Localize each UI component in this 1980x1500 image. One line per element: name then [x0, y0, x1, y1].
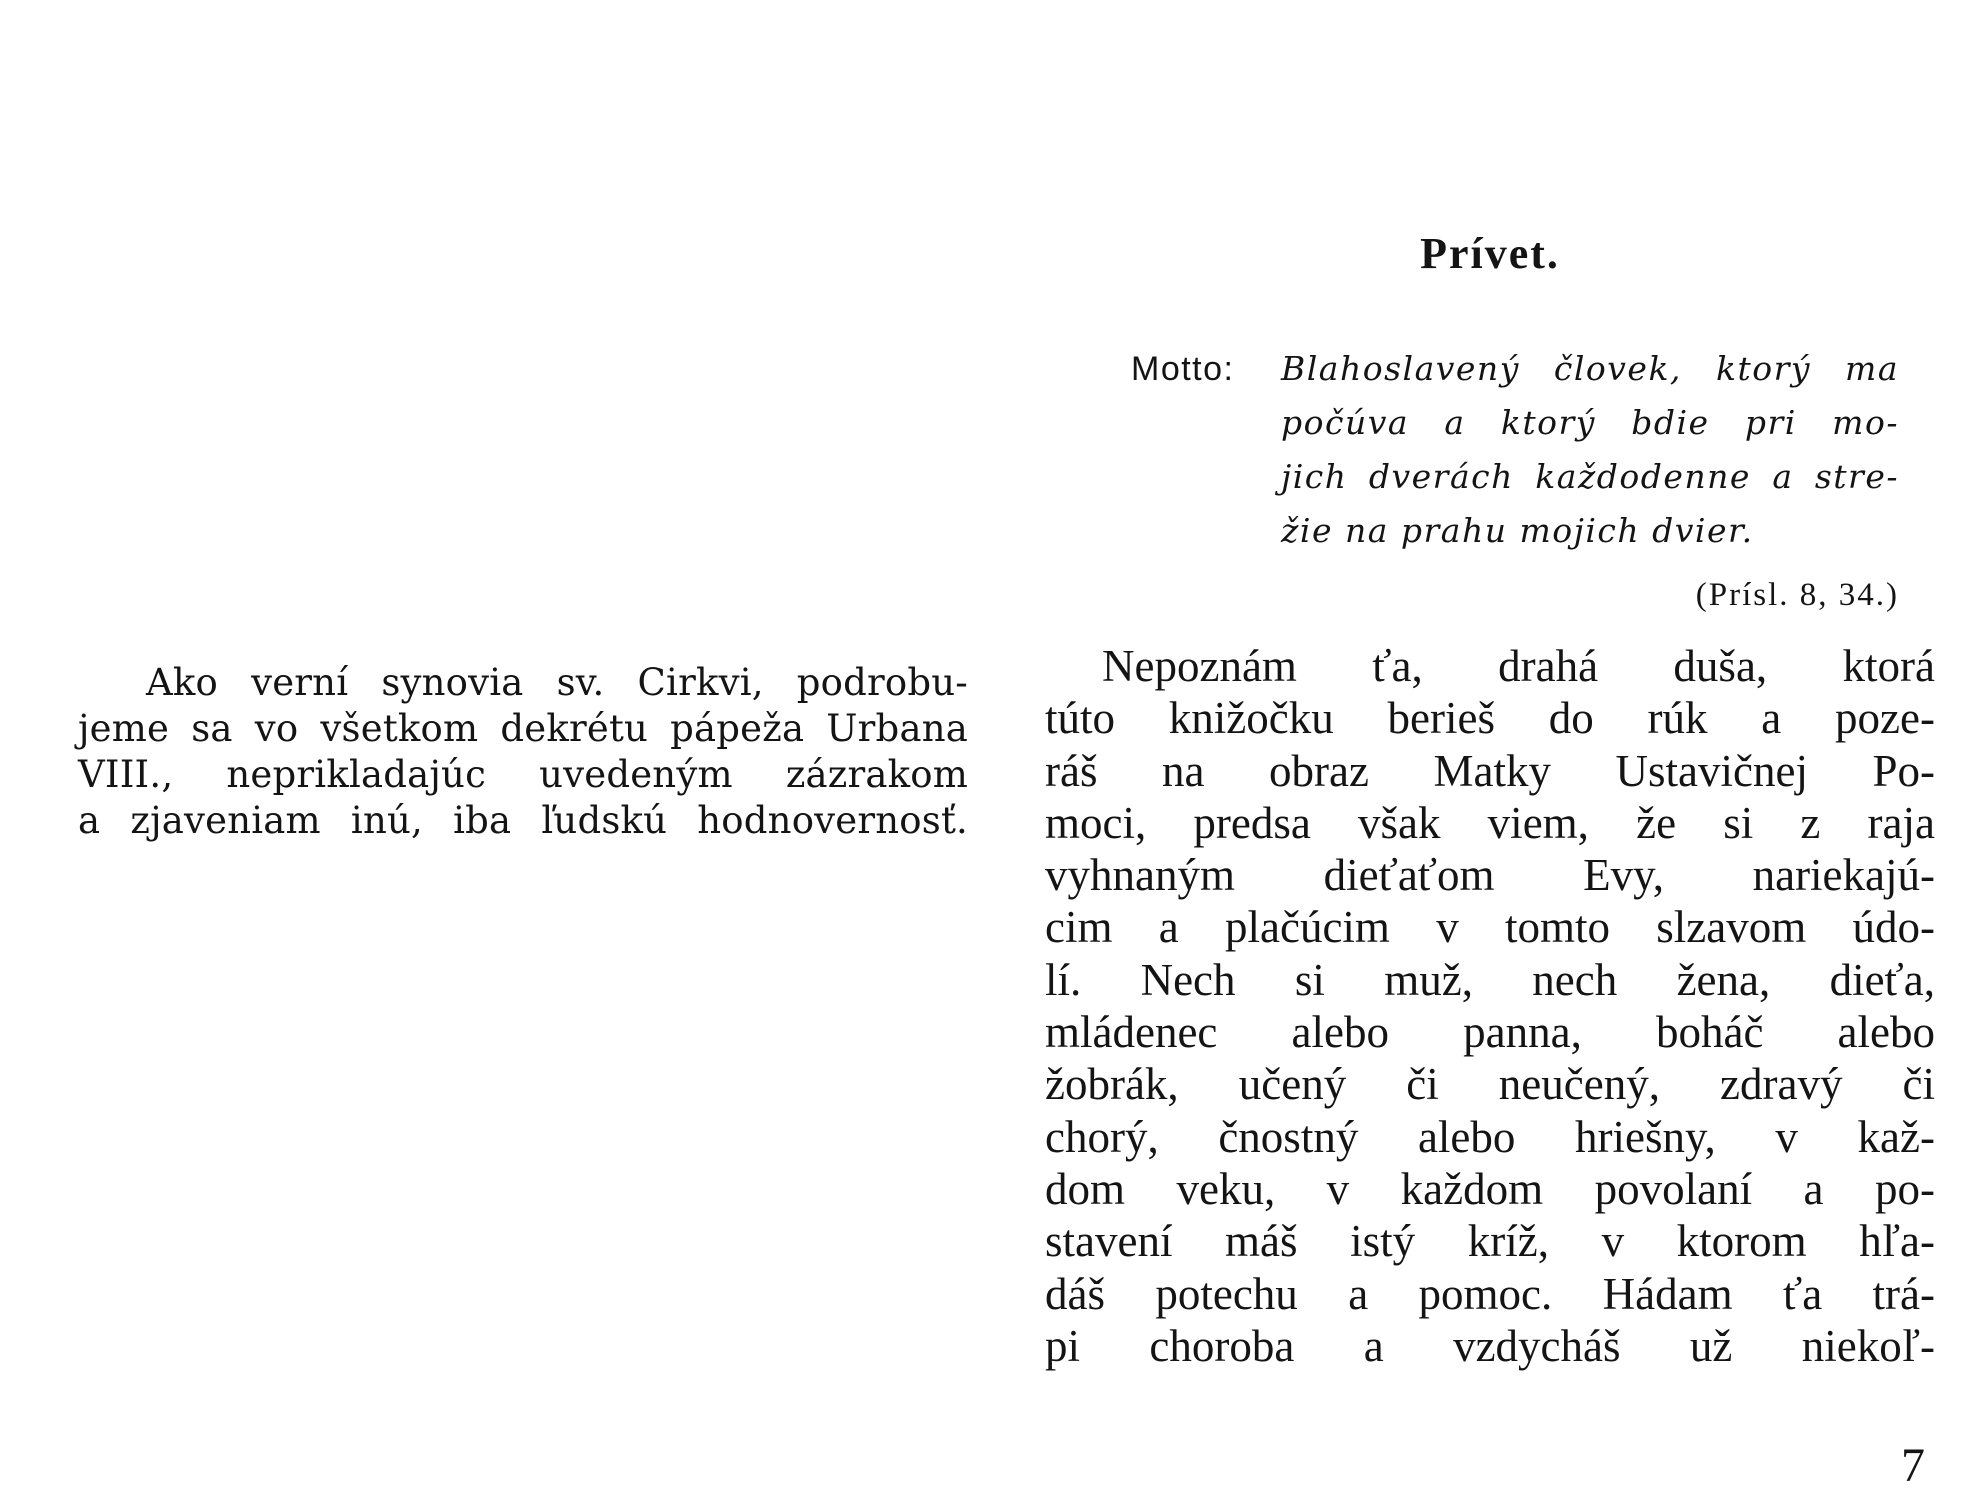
- motto-line: počúva a ktorý bdie pri mo-: [1281, 403, 1899, 442]
- right-page: [1045, 0, 1935, 1500]
- body-line: stavení máš istý kríž, v ktorom hľa-: [1045, 1216, 1935, 1267]
- body-line: túto knižočku berieš do rúk a poze-: [1045, 693, 1935, 744]
- body-line: mládenec alebo panna, boháč alebo: [1045, 1007, 1935, 1058]
- page-number: 7: [1901, 1439, 1925, 1492]
- body-line: pi choroba a vzdycháš už niekoľ-: [1045, 1320, 1935, 1371]
- disclaimer-paragraph: [78, 660, 968, 844]
- motto-quote: [1281, 342, 1899, 558]
- disclaimer-line: jeme sa vo všetkom dekrétu pápeža Urbana: [78, 707, 968, 750]
- disclaimer-line: Ako verní synovia sv. Cirkvi, podrobu-: [146, 661, 968, 704]
- body-line: lí. Nech si muž, nech žena, dieťa,: [1045, 954, 1935, 1005]
- motto-line: Blahoslavený človek, ktorý ma: [1281, 349, 1899, 388]
- body-line: dom veku, v každom povolaní a po-: [1045, 1163, 1935, 1214]
- motto-line: žie na prahu mojich dvier.: [1281, 511, 1754, 550]
- motto-reference: (Prísl. 8, 34.): [1695, 577, 1899, 613]
- body-line: chorý, čnostný alebo hriešny, v kaž-: [1045, 1111, 1935, 1162]
- chapter-title: Prívet.: [1420, 229, 1560, 278]
- body-line: dáš potechu a pomoc. Hádam ťa trá-: [1045, 1268, 1935, 1319]
- disclaimer-line: VIII., neprikladajúc uvedeným zázrakom: [78, 753, 968, 796]
- body-line: Nepoznám ťa, drahá duša, ktorá: [1102, 641, 1935, 691]
- body-line: žobrák, učený či neučený, zdravý či: [1045, 1059, 1935, 1110]
- body-line: vyhnaným dieťaťom Evy, nariekajú-: [1045, 850, 1935, 901]
- motto-label: Motto:: [1131, 350, 1235, 388]
- motto-line: jich dverách každodenne a stre-: [1281, 457, 1899, 496]
- left-page: [78, 660, 968, 844]
- body-line: ráš na obraz Matky Ustavičnej Po-: [1045, 745, 1935, 796]
- body-line: cim a plačúcim v tomto slzavom údo-: [1045, 902, 1935, 953]
- body-paragraph: [1045, 640, 1935, 1372]
- body-line: moci, predsa však viem, že si z raja: [1045, 797, 1935, 848]
- disclaimer-line: a zjaveniam inú, iba ľudskú hodnovernosť.: [78, 799, 968, 842]
